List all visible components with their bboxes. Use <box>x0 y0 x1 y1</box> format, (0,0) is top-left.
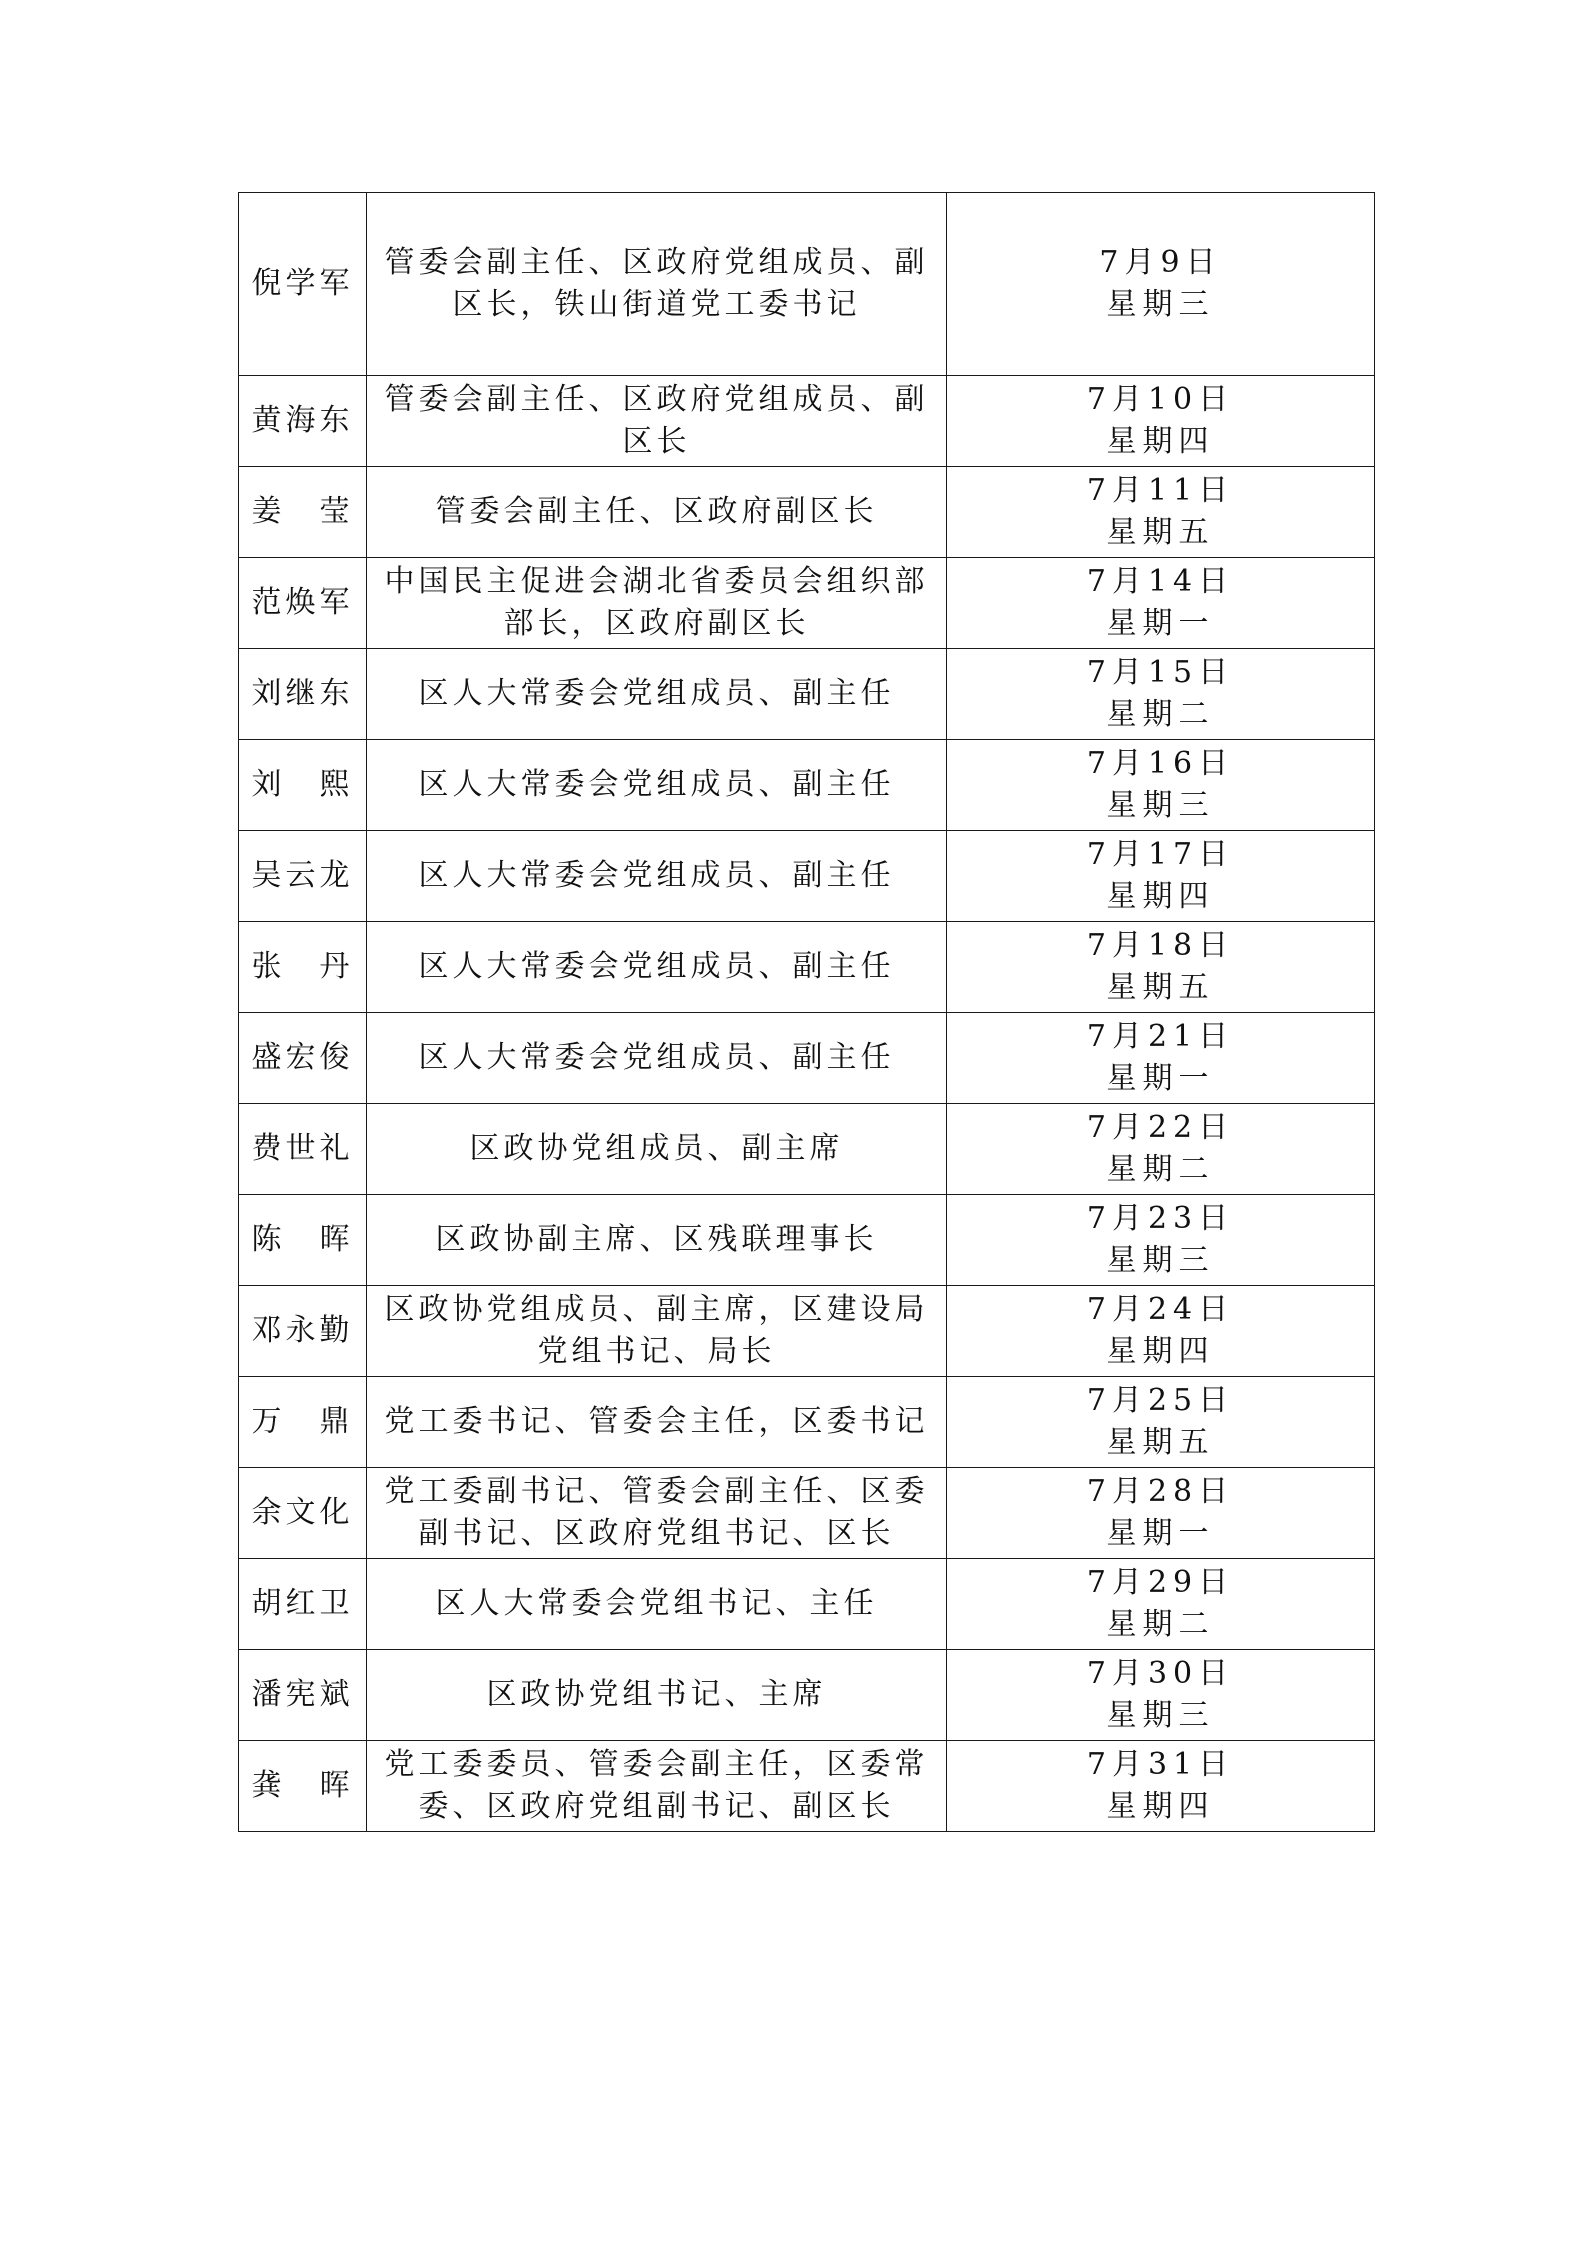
duty-weekday: 星期三 <box>1106 1243 1215 1278</box>
duty-date: 7月9日 <box>1099 245 1222 280</box>
leader-name: 盛宏俊 <box>239 1013 367 1104</box>
leader-name: 刘 熙 <box>239 740 367 831</box>
duty-weekday: 星期四 <box>1106 1789 1215 1824</box>
duty-weekday: 星期五 <box>1106 970 1215 1005</box>
table-row <box>239 467 1375 558</box>
duty-date-cell <box>947 1741 1375 1832</box>
duty-weekday: 星期三 <box>1106 1698 1215 1733</box>
leader-name: 黄海东 <box>239 376 367 467</box>
duty-date-cell <box>947 1377 1375 1468</box>
leader-position: 区人大常委会党组成员、副主任 <box>367 740 947 831</box>
leader-name: 张 丹 <box>239 922 367 1013</box>
table-row <box>239 376 1375 467</box>
table-row <box>239 1650 1375 1741</box>
duty-date-cell <box>947 1286 1375 1377</box>
leader-position: 区人大常委会党组书记、主任 <box>367 1559 947 1650</box>
leader-position: 区政协副主席、区残联理事长 <box>367 1195 947 1286</box>
duty-date-cell <box>947 1013 1375 1104</box>
leader-position: 管委会副主任、区政府副区长 <box>367 467 947 558</box>
leader-position: 区人大常委会党组成员、副主任 <box>367 649 947 740</box>
table-row <box>239 1377 1375 1468</box>
leader-name: 胡红卫 <box>239 1559 367 1650</box>
leader-name: 邓永勤 <box>239 1286 367 1377</box>
leader-name: 潘宪斌 <box>239 1650 367 1741</box>
duty-date-cell <box>947 649 1375 740</box>
table-row <box>239 831 1375 922</box>
duty-date: 7月21日 <box>1086 1019 1235 1054</box>
duty-date-cell <box>947 1559 1375 1650</box>
leader-position: 区政协党组书记、主席 <box>367 1650 947 1741</box>
duty-date: 7月22日 <box>1086 1110 1235 1145</box>
duty-date-cell <box>947 922 1375 1013</box>
duty-date-cell <box>947 831 1375 922</box>
table-row <box>239 1104 1375 1195</box>
duty-weekday: 星期四 <box>1106 1334 1215 1369</box>
table-row <box>239 558 1375 649</box>
leader-position: 中国民主促进会湖北省委员会组织部部长，区政府副区长 <box>367 558 947 649</box>
duty-weekday: 星期五 <box>1106 1425 1215 1460</box>
table-row <box>239 740 1375 831</box>
leader-name: 万 鼎 <box>239 1377 367 1468</box>
duty-weekday: 星期四 <box>1106 879 1215 914</box>
leader-position: 党工委副书记、管委会副主任、区委副书记、区政府党组书记、区长 <box>367 1468 947 1559</box>
leader-name: 余文化 <box>239 1468 367 1559</box>
table-row <box>239 1013 1375 1104</box>
duty-weekday: 星期二 <box>1106 697 1215 732</box>
duty-weekday: 星期五 <box>1106 515 1215 550</box>
leader-name: 刘继东 <box>239 649 367 740</box>
duty-weekday: 星期二 <box>1106 1152 1215 1187</box>
leader-name: 龚 晖 <box>239 1741 367 1832</box>
leader-name: 姜 莹 <box>239 467 367 558</box>
table-row <box>239 649 1375 740</box>
table-row <box>239 193 1375 376</box>
leader-position: 区政协党组成员、副主席，区建设局党组书记、局长 <box>367 1286 947 1377</box>
leader-name: 费世礼 <box>239 1104 367 1195</box>
table-row <box>239 1559 1375 1650</box>
leader-position: 管委会副主任、区政府党组成员、副区长，铁山街道党工委书记 <box>367 193 947 376</box>
duty-date: 7月11日 <box>1086 473 1235 508</box>
table-row <box>239 1195 1375 1286</box>
leader-name: 陈 晖 <box>239 1195 367 1286</box>
duty-date-cell <box>947 1104 1375 1195</box>
leader-position: 党工委委员、管委会副主任，区委常委、区政府党组副书记、副区长 <box>367 1741 947 1832</box>
duty-date-cell <box>947 376 1375 467</box>
leader-name: 范焕军 <box>239 558 367 649</box>
duty-date: 7月10日 <box>1086 382 1235 417</box>
leader-position: 区人大常委会党组成员、副主任 <box>367 831 947 922</box>
table-row <box>239 922 1375 1013</box>
duty-date-cell <box>947 467 1375 558</box>
duty-date: 7月18日 <box>1086 928 1235 963</box>
document-page <box>238 192 1374 1832</box>
duty-date: 7月25日 <box>1086 1383 1235 1418</box>
leader-name: 倪学军 <box>239 193 367 376</box>
duty-date-cell <box>947 558 1375 649</box>
leader-position: 区人大常委会党组成员、副主任 <box>367 922 947 1013</box>
reception-schedule-table <box>238 192 1375 1832</box>
leader-position: 管委会副主任、区政府党组成员、副区长 <box>367 376 947 467</box>
table-row <box>239 1286 1375 1377</box>
table-row <box>239 1468 1375 1559</box>
duty-weekday: 星期四 <box>1106 424 1215 459</box>
duty-date: 7月29日 <box>1086 1565 1235 1600</box>
duty-date-cell <box>947 1650 1375 1741</box>
leader-name: 吴云龙 <box>239 831 367 922</box>
duty-date: 7月28日 <box>1086 1474 1235 1509</box>
duty-weekday: 星期一 <box>1106 1061 1215 1096</box>
duty-weekday: 星期一 <box>1106 1516 1215 1551</box>
duty-weekday: 星期三 <box>1106 788 1215 823</box>
duty-date: 7月23日 <box>1086 1201 1235 1236</box>
duty-date: 7月24日 <box>1086 1292 1235 1327</box>
duty-weekday: 星期二 <box>1106 1607 1215 1642</box>
duty-date-cell <box>947 740 1375 831</box>
duty-date-cell <box>947 1468 1375 1559</box>
duty-weekday: 星期三 <box>1106 287 1215 322</box>
duty-date: 7月17日 <box>1086 837 1235 872</box>
duty-date-cell <box>947 193 1375 376</box>
duty-date: 7月16日 <box>1086 746 1235 781</box>
leader-position: 区政协党组成员、副主席 <box>367 1104 947 1195</box>
leader-position: 区人大常委会党组成员、副主任 <box>367 1013 947 1104</box>
duty-date: 7月15日 <box>1086 655 1235 690</box>
duty-date: 7月14日 <box>1086 564 1235 599</box>
duty-weekday: 星期一 <box>1106 606 1215 641</box>
duty-date: 7月30日 <box>1086 1656 1235 1691</box>
table-row <box>239 1741 1375 1832</box>
duty-date: 7月31日 <box>1086 1747 1235 1782</box>
leader-position: 党工委书记、管委会主任，区委书记 <box>367 1377 947 1468</box>
duty-date-cell <box>947 1195 1375 1286</box>
